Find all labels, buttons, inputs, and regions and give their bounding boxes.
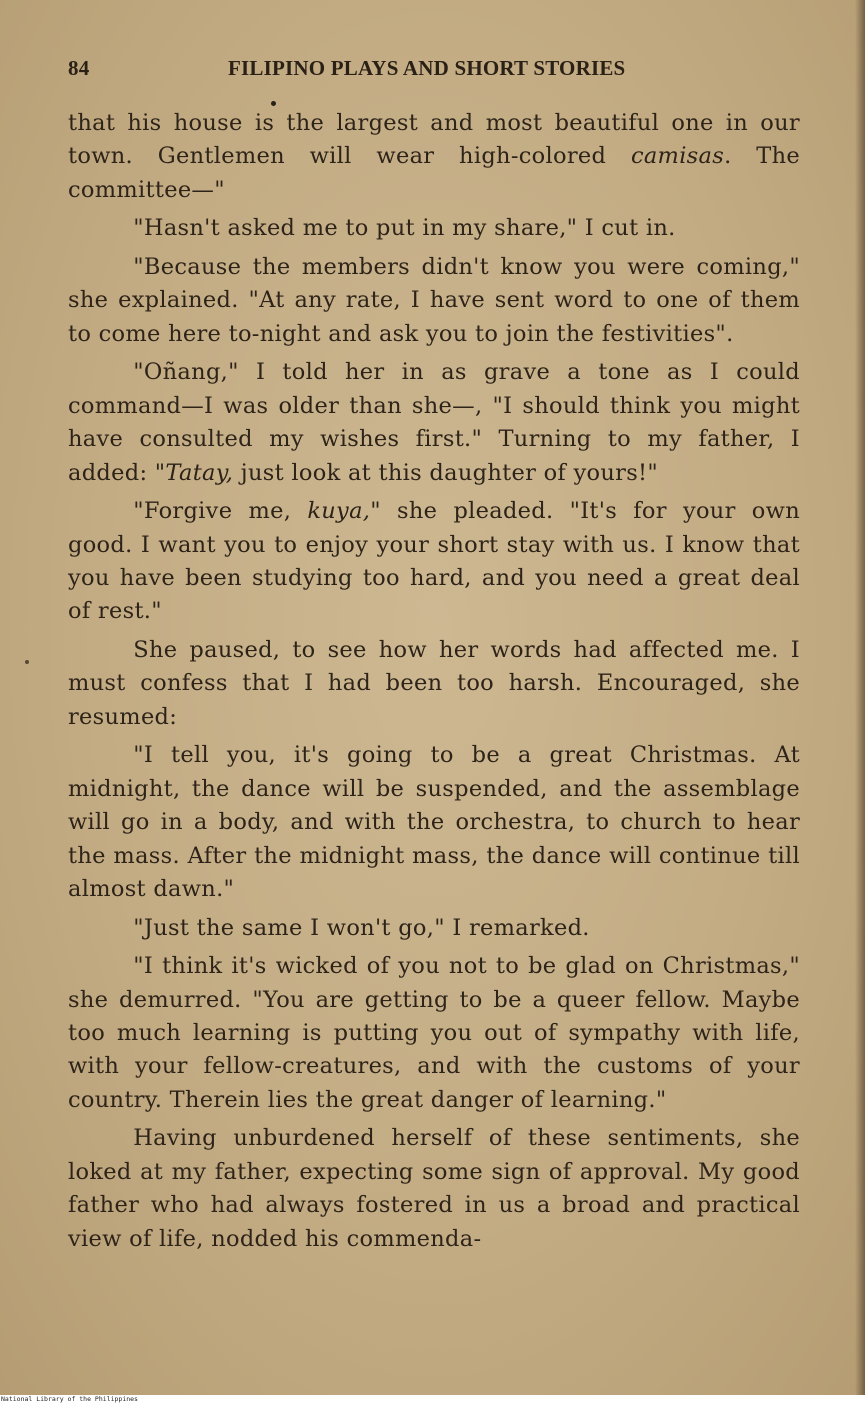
running-title: FILIPINO PLAYS AND SHORT STORIES: [228, 56, 626, 80]
paragraph: [68, 634, 800, 734]
text-run: Having unburdened herself of these sentiments, she loked at my father, expecting some sign of approval. My good father who had always fostered in us a broad and practical view of life, nodded his commenda-: [68, 1125, 800, 1252]
page-number: 84: [68, 56, 90, 80]
ink-speck: [25, 660, 29, 664]
paragraph: [68, 107, 800, 207]
paragraph: [68, 1122, 800, 1256]
text-run: "I think it's wicked of you not to be glad on Christmas," she demurred. "You are getting to be a queer fellow. Maybe too much learning is putting you out of sympathy with life, with your fellow-creatures, and with the customs of your country. Therein lies the great danger of learning.": [68, 953, 800, 1113]
text-run: She paused, to see how her words had affected me. I must confess that I had been too harsh. Encouraged, she resumed:: [68, 637, 800, 730]
ink-speck: [271, 101, 276, 106]
text-run: "Hasn't asked me to put in my share," I cut in.: [133, 215, 676, 242]
body-text: [68, 107, 800, 1261]
text-run: that his house is the largest and most beautiful one in our town. Gentlemen will wear high-colored: [68, 110, 800, 170]
italic-text: camisas: [630, 143, 725, 170]
library-credit: National Library of the Philippines: [1, 1395, 138, 1403]
text-run: "Oñang," I told her in as grave a tone as I could command—I was older than she—, "I should think you might have consulted my wishes first." Turning to my father, I added: ": [68, 359, 800, 486]
paragraph: [68, 212, 800, 245]
paragraph: [68, 739, 800, 906]
text-run: . The committee—": [68, 143, 800, 203]
text-run: "I tell you, it's going to be a great Christmas. At midnight, the dance will be suspended, and the assemblage will go in a body, and with the orchestra, to church to hear the mass. After the midnight mass, the dance will continue till almost dawn.": [68, 742, 800, 903]
paragraph: [68, 950, 800, 1117]
text-run: "Just the same I won't go," I remarked.: [133, 914, 590, 941]
paragraph: [68, 495, 800, 629]
text-run: "Because the members didn't know you were coming," she explained. "At any rate, I have sent word to one of them to come here to-night and ask you to join the festivities".: [68, 254, 800, 347]
text-run: " she pleaded. "It's for your own good. I want you to enjoy your short stay with us. I know that you have been studying too hard, and you need a great deal of rest.": [68, 498, 800, 625]
text-run: just look at this daughter of yours!": [233, 459, 659, 486]
italic-text: Tatay,: [165, 459, 234, 486]
paragraph: [68, 356, 800, 490]
paragraph: [68, 251, 800, 351]
italic-text: kuya,: [307, 498, 371, 525]
text-run: "Forgive me,: [133, 498, 308, 525]
paragraph: [68, 912, 800, 945]
page-header: [68, 56, 803, 86]
